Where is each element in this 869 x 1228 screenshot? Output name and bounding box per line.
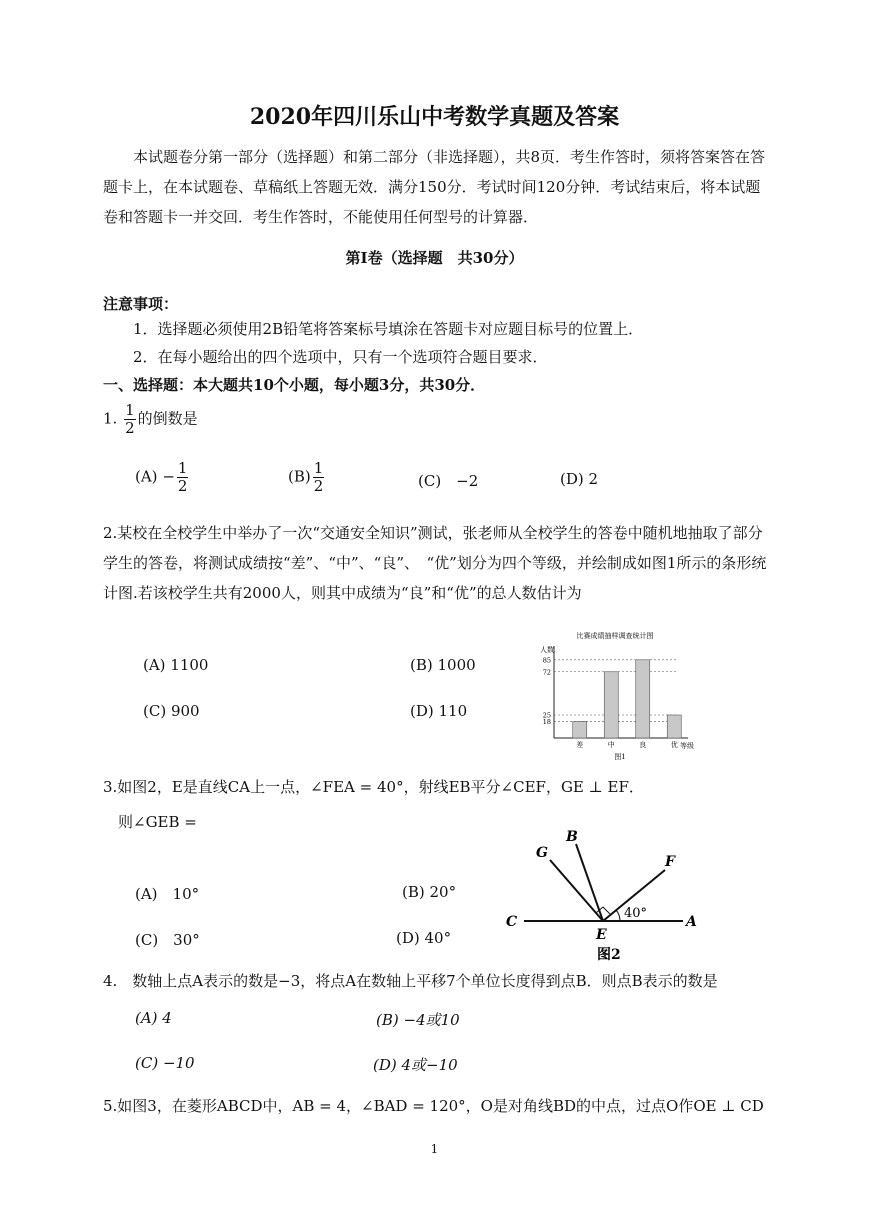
chart-caption: 图1 <box>614 753 626 761</box>
q1-option-c: (C) −2 <box>418 472 479 490</box>
q3-stem-line2: 则∠GEB = <box>118 813 197 831</box>
chart-bar-2 <box>604 672 618 738</box>
page-title: 2020年四川乐山中考数学真题及答案 <box>249 104 620 130</box>
q4-option-b: (B) −4或10 <box>376 1011 460 1029</box>
chart-ylabel: 人数 <box>540 646 554 654</box>
label-c: C <box>506 914 518 930</box>
q3-option-c: (C) 30° <box>135 931 200 949</box>
q2-option-b: (B) 1000 <box>410 656 476 674</box>
label-b: B <box>566 829 578 845</box>
q1-fraction: $\frac{1}{2}$ <box>125 401 135 437</box>
chart-ytick-label: 72 <box>542 668 551 677</box>
chart-xtick-label: 优 <box>670 741 678 749</box>
angle-arc <box>616 910 620 921</box>
chart-bar-3 <box>636 660 650 738</box>
angle-label: 40° <box>624 906 648 921</box>
chart-ytick-label: 25 <box>542 711 551 720</box>
notice-item-2: 2．在每小题给出的四个选项中，只有一个选项符合题目要求． <box>133 348 548 366</box>
chart-title: 比赛成绩抽样调查统计图 <box>576 632 654 640</box>
q3-option-d: (D) 40° <box>396 929 452 947</box>
q4-option-c: (C) −10 <box>135 1054 195 1072</box>
q4-option-d: (D) 4或−10 <box>373 1056 458 1074</box>
chart-xlabel: 等级 <box>680 742 694 750</box>
q1-number: 1. <box>103 409 118 428</box>
ray-eb <box>576 844 603 921</box>
bar-chart-figure-1 <box>530 628 695 763</box>
notice-item-1: 1．选择题必须使用2B铅笔将答案标号填涂在答题卡对应题目标号的位置上． <box>133 320 644 338</box>
label-a: A <box>686 914 697 930</box>
figure-2-caption: 图2 <box>597 947 621 963</box>
chart-bar-4 <box>667 715 681 738</box>
chart-xtick-label: 良 <box>639 741 647 749</box>
q1-stem: 的倒数是 <box>137 409 198 428</box>
chart-ytick-label: 85 <box>542 656 551 665</box>
chart-ytick-label: 18 <box>542 717 551 726</box>
q3-option-a: (A) 10° <box>135 885 200 903</box>
q2-option-a: (A) 1100 <box>143 656 209 674</box>
q1-option-a: (A) − $\frac{1}{2}$ <box>135 459 188 495</box>
q3-option-b: (B) 20° <box>402 883 457 901</box>
question-1 <box>103 402 198 437</box>
chart-bar-1 <box>573 721 587 738</box>
label-e: E <box>596 927 607 943</box>
q2-option-d: (D) 110 <box>410 702 468 720</box>
q4-stem: 4. 数轴上点A表示的数是−3，将点A在数轴上平移7个单位长度得到点B．则点B表示的数是 <box>103 972 718 990</box>
q2-option-c: (C) 900 <box>143 702 200 720</box>
q4-option-a: (A) 4 <box>135 1009 172 1027</box>
ray-eg <box>550 860 603 921</box>
intro-paragraph: 本试题卷分第一部分（选择题）和第二部分（非选择题），共8页．考生作答时，须将答案答在答题卡上，在本试题卷、草稿纸上答题无效．满分150分．考试时间120分钟．考试结束后，将本试题卷和答题卡一并交回．考生作答时，不能使用任何型号的计算器． <box>103 148 766 226</box>
geometry-figure-2 <box>500 822 710 967</box>
q5-stem: 5.如图3，在菱形ABCD中，AB = 4，∠BAD = 120°，O是对角线BD的中点，过点O作OE ⊥ CD <box>103 1097 764 1115</box>
chart-xtick-label: 差 <box>576 741 584 749</box>
label-g: G <box>536 845 548 861</box>
part-heading: 一、选择题：本大题共10个小题，每小题3分，共30分． <box>103 376 486 394</box>
page-number: 1 <box>430 1142 439 1156</box>
q3-stem-line1: 3.如图2，E是直线CA上一点，∠FEA = 40°，射线EB平分∠CEF，GE ⊥ EF． <box>103 778 644 796</box>
q1-option-d: (D) 2 <box>560 470 599 488</box>
q2-stem: 2.某校在全校学生中举办了一次“交通安全知识”测试，张老师从全校学生的答卷中随机地抽取了部分学生的答卷，将测试成绩按“差”、“中”、“良”、 “优”划分为四个等级，并绘制成如图1所示的条形统计图.若该校学生共有2000人，则其中成绩为“良”和“优”的总人数估计为 <box>103 524 767 602</box>
notice-heading: 注意事项： <box>103 295 179 313</box>
chart-xtick-label: 中 <box>607 741 615 749</box>
q1-option-b: (B) $\frac{1}{2}$ <box>288 459 324 495</box>
section-heading: 第Ⅰ卷（选择题 共30分） <box>345 249 524 267</box>
label-f: F <box>665 854 675 870</box>
